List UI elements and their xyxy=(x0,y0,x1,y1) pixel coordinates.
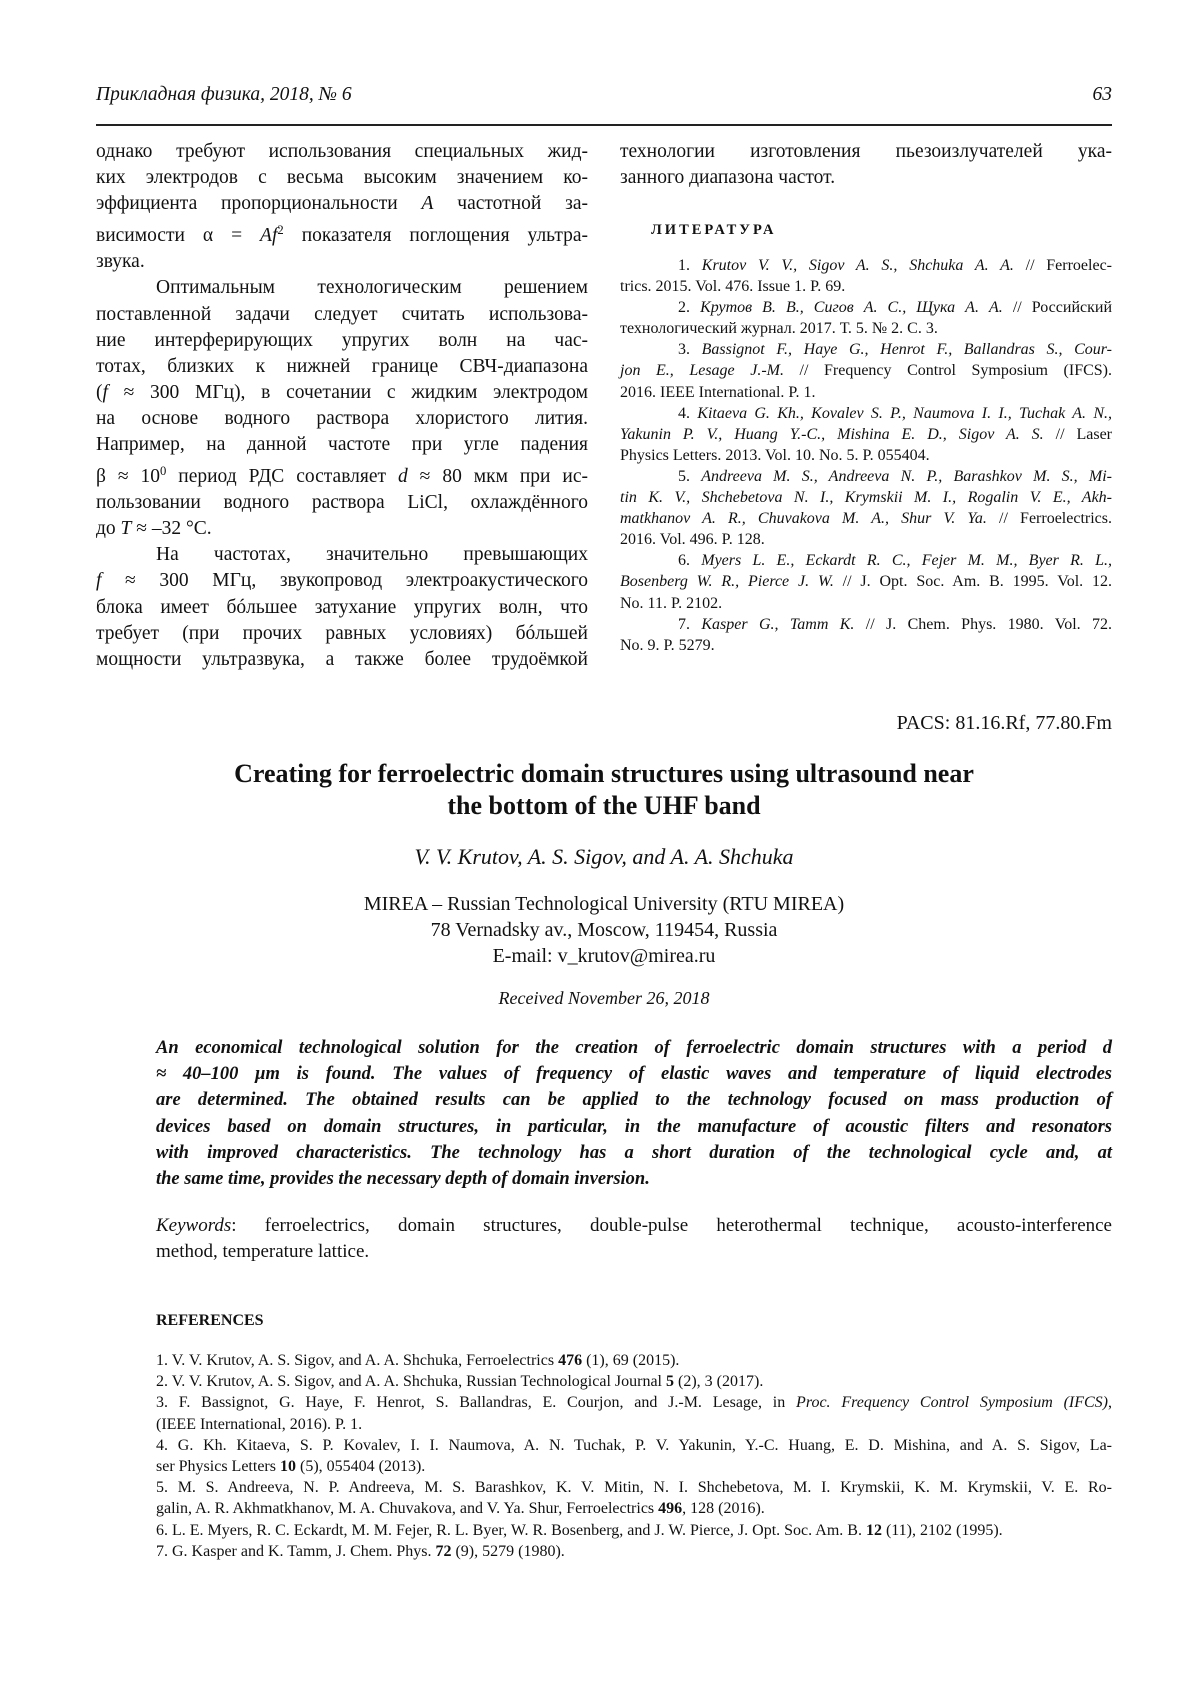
text-line xyxy=(156,1087,1112,1113)
text-segment: ( xyxy=(96,382,103,403)
text-line xyxy=(96,191,588,217)
article-title xyxy=(96,758,1112,822)
text-line xyxy=(620,360,1112,381)
text-segment: 4. xyxy=(678,405,697,422)
text-line xyxy=(620,318,1112,339)
text-line xyxy=(96,406,588,432)
right-column-text xyxy=(620,139,1112,191)
keywords xyxy=(156,1213,1112,1265)
english-references-list xyxy=(156,1350,1112,1562)
text-segment: Оптимальным технологическим решением xyxy=(156,277,588,298)
text-segment: ser Physics Letters xyxy=(156,1458,280,1475)
text-segment: показателя поглощения ультра- xyxy=(284,225,588,246)
text-line xyxy=(156,1435,1112,1456)
text-segment: 3. xyxy=(678,341,702,358)
affiliation-name: MIREA – Russian Technological University (RTU MIREA) xyxy=(96,891,1112,917)
text-segment: ≈ 80 мкм при ис- xyxy=(408,466,588,487)
pacs-codes: PACS: 81.16.Rf, 77.80.Fm xyxy=(897,712,1112,735)
left-column-text xyxy=(96,139,588,673)
text-segment: (2), 3 (2017). xyxy=(674,1373,763,1390)
text-segment: No. 11. P. 2102. xyxy=(620,595,722,612)
text-line xyxy=(96,328,588,354)
text-segment: are determined. The obtained results can be applied to the technology focused on mass production of xyxy=(156,1090,1112,1110)
text-line xyxy=(96,165,588,191)
text-segment: эффициента пропорциональности xyxy=(96,193,422,214)
text-line xyxy=(96,595,588,621)
text-line xyxy=(156,1414,1112,1435)
text-line xyxy=(620,593,1112,614)
text-segment: 7. xyxy=(678,616,701,633)
text-line xyxy=(96,490,588,516)
text-segment: d xyxy=(398,466,408,487)
text-line xyxy=(96,302,588,328)
text-line xyxy=(620,550,1112,571)
text-segment: тотах, близких к нижней границе СВЧ-диапазона xyxy=(96,356,588,377)
text-line xyxy=(620,445,1112,466)
text-line xyxy=(96,647,588,673)
text-segment: Myers L. E., Eckardt R. C., Fejer M. M., Byer R. L., xyxy=(701,552,1112,569)
text-segment: до xyxy=(96,518,121,539)
text-segment: A xyxy=(422,193,434,214)
text-segment: висимости α = xyxy=(96,225,260,246)
text-line xyxy=(156,1140,1112,1166)
text-segment: ние интерферирующих упругих волн на час- xyxy=(96,330,588,351)
text-segment: 4. G. Kh. Kitaeva, S. P. Kovalev, I. I. Naumova, A. N. Tuchak, P. V. Yakunin, Y.-C. Huang, E. D. Mishina, and A. S. Sigov, La- xyxy=(156,1437,1112,1454)
text-segment: Keywords xyxy=(156,1215,231,1236)
text-segment: Kitaeva G. Kh., Kovalev S. P., Naumova I. I., Tuchak A. N., xyxy=(697,405,1112,422)
text-line xyxy=(620,508,1112,529)
text-segment: занного диапазона частот. xyxy=(620,167,835,188)
text-segment: Bassignot F., Haye G., Henrot F., Ballandras S., Cour- xyxy=(702,341,1112,358)
russian-references-list xyxy=(620,255,1112,656)
text-segment: Krutov V. V., Sigov A. S., Shchuka A. A. xyxy=(702,257,1014,274)
text-segment: 6. xyxy=(678,552,701,569)
text-segment: частотной за- xyxy=(433,193,588,214)
text-segment: (5), 055404 (2013). xyxy=(296,1458,425,1475)
text-line xyxy=(620,487,1112,508)
text-line xyxy=(620,382,1112,403)
text-segment: На частотах, значительно превышающих xyxy=(156,544,588,565)
text-segment: , 128 (2016). xyxy=(682,1500,765,1517)
text-line xyxy=(156,1392,1112,1413)
text-segment: the same time, provides the necessary depth of domain inversion. xyxy=(156,1169,650,1189)
text-segment: (1), 69 (2015). xyxy=(582,1352,679,1369)
page-number: 63 xyxy=(1093,84,1113,106)
text-segment: ких электродов с весьма высоким значением ко- xyxy=(96,167,588,188)
text-line xyxy=(620,403,1112,424)
text-segment: 5. M. S. Andreeva, N. P. Andreeva, M. S. Barashkov, K. V. Mitin, N. I. Shchebetova, M. I. Krymskii, K. M. Krymskii, V. E. Ro- xyxy=(156,1479,1112,1496)
text-segment: // J. Chem. Phys. 1980. Vol. 72. xyxy=(854,616,1112,633)
text-line xyxy=(620,139,1112,165)
text-line xyxy=(156,1035,1112,1061)
text-line xyxy=(156,1213,1112,1239)
text-segment: matkhanov A. R., Chuvakova M. A., Shur V. Ya. xyxy=(620,510,987,527)
text-segment: однако требуют использования специальных жид- xyxy=(96,141,588,162)
text-segment: method, temperature lattice. xyxy=(156,1241,369,1262)
text-line xyxy=(96,380,588,406)
text-segment: f xyxy=(103,382,108,403)
text-segment: 2016. Vol. 496. P. 128. xyxy=(620,531,765,548)
text-line xyxy=(96,516,588,542)
text-segment: // Frequency Control Symposium (IFCS). xyxy=(784,362,1112,379)
text-segment: // J. Opt. Soc. Am. B. 1995. Vol. 12. xyxy=(834,573,1112,590)
text-segment: Yakunin P. V., Huang Y.-C., Mishina E. D., Sigov A. S. xyxy=(620,426,1044,443)
text-segment: β ≈ 10 xyxy=(96,466,160,487)
text-line xyxy=(620,614,1112,635)
text-segment: Proc. Frequency Control Symposium (IFCS) xyxy=(796,1394,1108,1411)
text-segment: на основе водного раствора хлористого лития. xyxy=(96,408,588,429)
text-segment: ≈ 300 МГц), в сочетании с жидким электродом xyxy=(108,382,588,403)
text-segment: (IEEE International, 2016). P. 1. xyxy=(156,1416,362,1433)
text-line xyxy=(156,1477,1112,1498)
received-date: Received November 26, 2018 xyxy=(96,988,1112,1009)
text-segment: 0 xyxy=(160,464,166,478)
text-line xyxy=(156,1061,1112,1087)
text-line xyxy=(156,1541,1112,1562)
text-line xyxy=(620,571,1112,592)
text-segment: devices based on domain structures, in particular, in the manufacture of acoustic filters and resonators xyxy=(156,1117,1112,1137)
text-segment: // Ferroelec- xyxy=(1014,257,1112,274)
affiliation xyxy=(96,891,1112,969)
text-segment: 12 xyxy=(866,1522,882,1539)
text-line xyxy=(156,1520,1112,1541)
text-segment: : ferroelectrics, domain structures, double-pulse heterothermal technique, acousto-interference xyxy=(231,1215,1112,1236)
text-line xyxy=(96,542,588,568)
text-segment: 2016. IEEE International. P. 1. xyxy=(620,384,816,401)
text-line xyxy=(96,568,588,594)
text-segment: Af xyxy=(260,225,277,246)
authors: V. V. Krutov, A. S. Sigov, and A. A. Shchuka xyxy=(96,844,1112,870)
text-segment: пользовании водного раствора LiCl, охлаждённого xyxy=(96,492,588,513)
text-segment: Kasper G., Tamm K. xyxy=(701,616,854,633)
text-line xyxy=(96,432,588,458)
text-segment: Andreeva M. S., Andreeva N. P., Barashkov M. S., Mi- xyxy=(701,468,1112,485)
text-segment: Physics Letters. 2013. Vol. 10. No. 5. P. 055404. xyxy=(620,447,930,464)
text-segment: Bosenberg W. R., Pierce J. W. xyxy=(620,573,834,590)
text-segment: 5. xyxy=(678,468,701,485)
text-line xyxy=(620,424,1112,445)
text-segment: 1. V. V. Krutov, A. S. Sigov, and A. A. Shchuka, Ferroelectrics xyxy=(156,1352,558,1369)
text-segment: (9), 5279 (1980). xyxy=(451,1543,564,1560)
text-segment: // Российский xyxy=(1003,299,1112,316)
text-line xyxy=(620,255,1112,276)
text-segment: f xyxy=(96,570,101,591)
affiliation-email: E-mail: v_krutov@mirea.ru xyxy=(96,943,1112,969)
abstract xyxy=(156,1035,1112,1192)
text-segment: (11), 2102 (1995). xyxy=(882,1522,1003,1539)
text-segment: 476 xyxy=(558,1352,582,1369)
text-segment: звука. xyxy=(96,251,145,272)
text-line xyxy=(620,297,1112,318)
text-segment: jon E., Lesage J.-M. xyxy=(620,362,784,379)
text-segment: with improved characteristics. The technology has a short duration of the technological cycle and, at xyxy=(156,1143,1112,1163)
text-line xyxy=(96,249,588,275)
text-segment: 5 xyxy=(666,1373,674,1390)
text-segment: No. 9. P. 5279. xyxy=(620,637,715,654)
references-heading: REFERENCES xyxy=(156,1312,264,1330)
text-segment: ≈ 300 МГц, звукопровод электроакустического xyxy=(101,570,588,591)
text-line xyxy=(96,139,588,165)
text-segment: 2. V. V. Krutov, A. S. Sigov, and A. A. Shchuka, Russian Technological Journal xyxy=(156,1373,666,1390)
text-line xyxy=(96,354,588,380)
text-segment: период РДС составляет xyxy=(166,466,398,487)
text-segment: tin K. V., Shchebetova N. I., Krymskii M. I., Rogalin V. E., Akh- xyxy=(620,489,1112,506)
text-line xyxy=(156,1498,1112,1519)
text-segment: 6. L. E. Myers, R. C. Eckardt, M. M. Fejer, R. L. Byer, W. R. Bosenberg, and J. W. Pierce, J. Opt. Soc. Am. B. xyxy=(156,1522,866,1539)
text-segment: Крутов В. В., Сигов А. С., Щука А. А. xyxy=(700,299,1003,316)
text-segment: мощности ультразвука, а также более трудоёмкой xyxy=(96,649,588,670)
text-segment: galin, A. R. Akhmatkhanov, M. A. Chuvakova, and V. Ya. Shur, Ferroelectrics xyxy=(156,1500,658,1517)
text-line xyxy=(96,458,588,490)
text-line xyxy=(156,1371,1112,1392)
text-line xyxy=(156,1166,1112,1192)
text-segment: An economical technological solution for the creation of ferroelectric domain structures with a period d xyxy=(156,1038,1112,1058)
text-segment: 496 xyxy=(658,1500,682,1517)
text-segment: 7. G. Kasper and K. Tamm, J. Chem. Phys. xyxy=(156,1543,435,1560)
text-segment: технологический журнал. 2017. Т. 5. № 2. С. 3. xyxy=(620,320,938,337)
text-segment: 10 xyxy=(280,1458,296,1475)
text-segment: ≈ 40–100 μm is found. The values of frequency of elastic waves and temperature of liquid electrodes xyxy=(156,1064,1112,1084)
text-line xyxy=(620,466,1112,487)
text-line xyxy=(620,339,1112,360)
text-line xyxy=(96,275,588,301)
text-segment: Например, на данной частоте при угле падения xyxy=(96,434,588,455)
text-segment: поставленной задачи следует считать использова- xyxy=(96,304,588,325)
text-segment: 2 xyxy=(277,223,283,237)
text-line xyxy=(156,1456,1112,1477)
running-header-journal: Прикладная физика, 2018, № 6 xyxy=(96,84,352,106)
text-segment: технологии изготовления пьезоизлучателей ука- xyxy=(620,141,1112,162)
text-line xyxy=(156,1239,1112,1265)
text-segment: , xyxy=(1108,1394,1112,1411)
text-segment: 1. xyxy=(678,257,702,274)
text-segment: // Laser xyxy=(1044,426,1112,443)
text-line xyxy=(96,621,588,647)
text-segment: блока имеет бóльшее затухание упругих волн, что xyxy=(96,597,588,618)
text-line xyxy=(620,635,1112,656)
text-line xyxy=(620,276,1112,297)
literature-heading: ЛИТЕРАТУРА xyxy=(651,222,776,239)
text-segment: // Ferroelectrics. xyxy=(987,510,1112,527)
text-line xyxy=(156,1350,1112,1371)
text-segment: требует (при прочих равных условиях) бóльшей xyxy=(96,623,588,644)
title-line: the bottom of the UHF band xyxy=(96,790,1112,822)
text-segment: 72 xyxy=(435,1543,451,1560)
text-line xyxy=(96,217,588,249)
text-segment: 3. F. Bassignot, G. Haye, F. Henrot, S. Ballandras, E. Courjon, and J.-M. Lesage, in xyxy=(156,1394,796,1411)
text-segment: trics. 2015. Vol. 476. Issue 1. P. 69. xyxy=(620,278,845,295)
text-line xyxy=(620,165,1112,191)
title-line: Creating for ferroelectric domain structures using ultrasound near xyxy=(96,758,1112,790)
text-segment: T xyxy=(121,518,132,539)
affiliation-address: 78 Vernadsky av., Moscow, 119454, Russia xyxy=(96,917,1112,943)
text-segment: ≈ –32 °C. xyxy=(131,518,211,539)
text-line xyxy=(156,1114,1112,1140)
text-segment: 2. xyxy=(678,299,700,316)
header-rule xyxy=(96,124,1112,126)
text-line xyxy=(620,529,1112,550)
